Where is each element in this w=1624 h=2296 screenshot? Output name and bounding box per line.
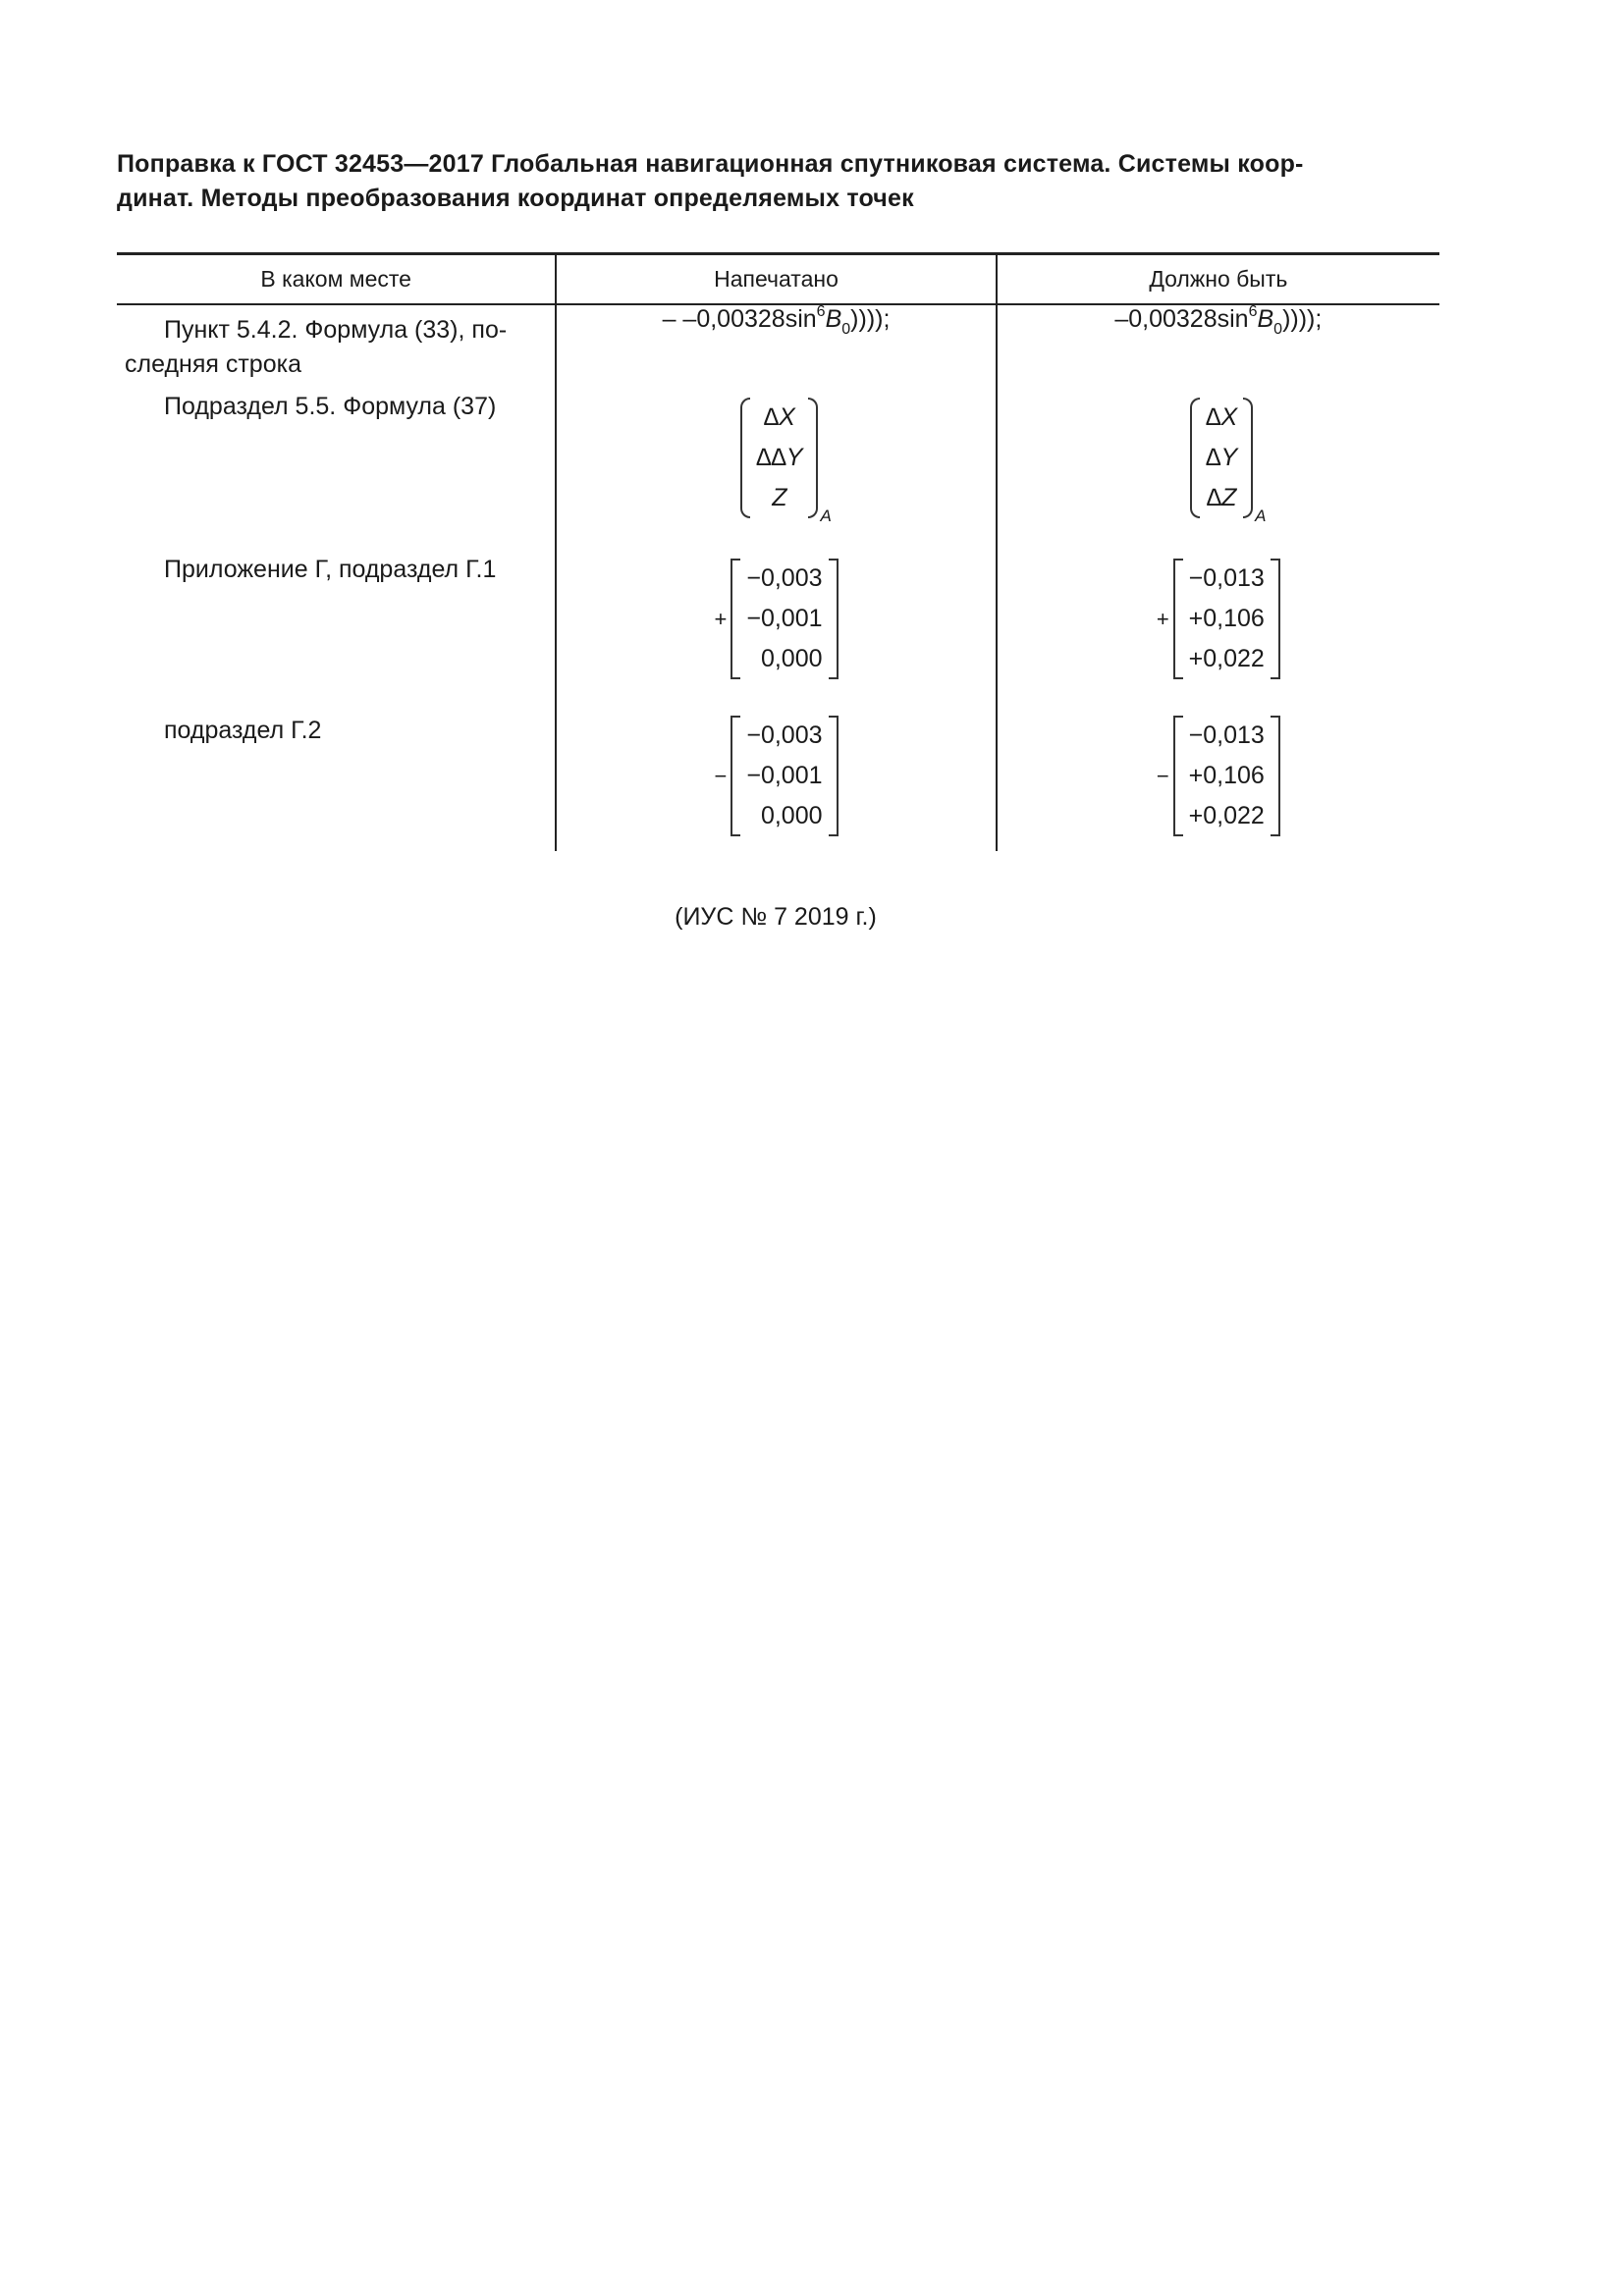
sign: −	[1156, 763, 1169, 788]
matrix-element: −0,003	[746, 564, 823, 592]
formula-prefix: – –0,00328sin	[662, 305, 817, 333]
column-vector	[1190, 398, 1267, 525]
formula-text	[662, 303, 891, 338]
vector-element: ∆X	[1206, 403, 1238, 431]
location-text: Подраздел 5.5. Формула (37)	[164, 393, 497, 420]
vector-rows	[750, 398, 808, 518]
table-header-row	[117, 254, 1439, 305]
formula-prefix: –0,00328sin	[1114, 305, 1249, 333]
matrix	[1157, 716, 1280, 836]
sign: −	[714, 763, 728, 788]
location-cell	[117, 545, 556, 706]
formula-suffix: ))));	[850, 305, 891, 333]
formula-subscript: 0	[841, 321, 851, 338]
vector-element: ∆Y	[1206, 444, 1238, 471]
location-line: Пункт 5.4.2. Формула (33), по-	[164, 316, 508, 344]
header-printed: Напечатано	[556, 254, 996, 305]
matrix-element: −0,001	[746, 605, 823, 632]
location-cell	[117, 706, 556, 851]
publication-reference: (ИУС № 7 2019 г.)	[675, 903, 877, 931]
location-text	[117, 305, 555, 382]
matrix	[1157, 559, 1280, 679]
formula-suffix: ))));	[1282, 305, 1323, 333]
formula-variable: B	[1257, 305, 1274, 333]
matrix-element: +0,022	[1188, 802, 1265, 829]
right-bracket	[1271, 559, 1280, 679]
location-text: Приложение Г, подраздел Г.1	[164, 556, 497, 583]
location-text: подраздел Г.2	[164, 717, 322, 744]
printed-formula-cell	[556, 382, 996, 545]
header-location: В каком месте	[117, 254, 556, 305]
left-paren	[740, 398, 750, 518]
matrix-element: −0,003	[746, 721, 823, 749]
correct-formula-cell	[997, 304, 1439, 382]
right-bracket	[829, 559, 839, 679]
matrix-element: −0,013	[1188, 721, 1265, 749]
correct-formula-cell	[997, 545, 1439, 706]
location-cell	[117, 304, 556, 382]
location-line: следняя строка	[125, 350, 302, 378]
matrix-rows	[740, 716, 828, 836]
right-bracket	[829, 716, 839, 836]
left-bracket	[1173, 716, 1183, 836]
right-paren	[1243, 398, 1253, 518]
left-paren	[1190, 398, 1200, 518]
correct-formula-cell	[997, 382, 1439, 545]
formula-superscript: 6	[1248, 303, 1258, 320]
matrix-element: +0,022	[1188, 645, 1265, 672]
matrix-element: 0,000	[760, 645, 823, 672]
matrix-element: −0,013	[1188, 564, 1265, 592]
vector-subscript: A	[1255, 507, 1267, 525]
right-paren	[808, 398, 818, 518]
matrix-rows	[740, 559, 828, 679]
left-bracket	[1173, 559, 1183, 679]
formula-text	[1114, 303, 1323, 338]
matrix-rows	[1183, 559, 1271, 679]
sign: +	[1156, 606, 1169, 631]
matrix-element: 0,000	[760, 802, 823, 829]
matrix-element: +0,106	[1188, 762, 1265, 789]
vector-element: ∆Z	[1206, 484, 1237, 511]
right-bracket	[1271, 716, 1280, 836]
title-line-1: Поправка к ГОСТ 32453—2017 Глобальная навигационная спутниковая система. Системы коор-	[117, 150, 1304, 178]
vector-element: ∆∆Y	[756, 444, 803, 471]
table-row	[117, 706, 1439, 851]
left-bracket	[731, 559, 740, 679]
table-row	[117, 545, 1439, 706]
formula-variable: B	[825, 305, 842, 333]
matrix	[714, 559, 838, 679]
correct-formula-cell	[997, 706, 1439, 851]
printed-formula-cell	[556, 545, 996, 706]
vector-element: Z	[772, 484, 787, 511]
matrix-rows	[1183, 716, 1271, 836]
printed-formula-cell	[556, 706, 996, 851]
vector-rows	[1200, 398, 1243, 518]
matrix-element: −0,001	[746, 762, 823, 789]
vector-subscript: A	[820, 507, 832, 525]
left-bracket	[731, 716, 740, 836]
title-line-2: динат. Методы преобразования координат определяемых точек	[117, 185, 914, 212]
matrix-element: +0,106	[1188, 605, 1265, 632]
column-vector	[740, 398, 832, 525]
formula-superscript: 6	[816, 303, 826, 320]
document-title	[117, 147, 1442, 216]
formula-subscript: 0	[1273, 321, 1283, 338]
header-correct: Должно быть	[997, 254, 1439, 305]
printed-formula-cell	[556, 304, 996, 382]
table-row	[117, 304, 1439, 382]
vector-element: ∆X	[763, 403, 795, 431]
table-row	[117, 382, 1439, 545]
amendment-table	[117, 252, 1439, 851]
sign: +	[714, 606, 728, 631]
matrix	[714, 716, 838, 836]
location-cell	[117, 382, 556, 545]
